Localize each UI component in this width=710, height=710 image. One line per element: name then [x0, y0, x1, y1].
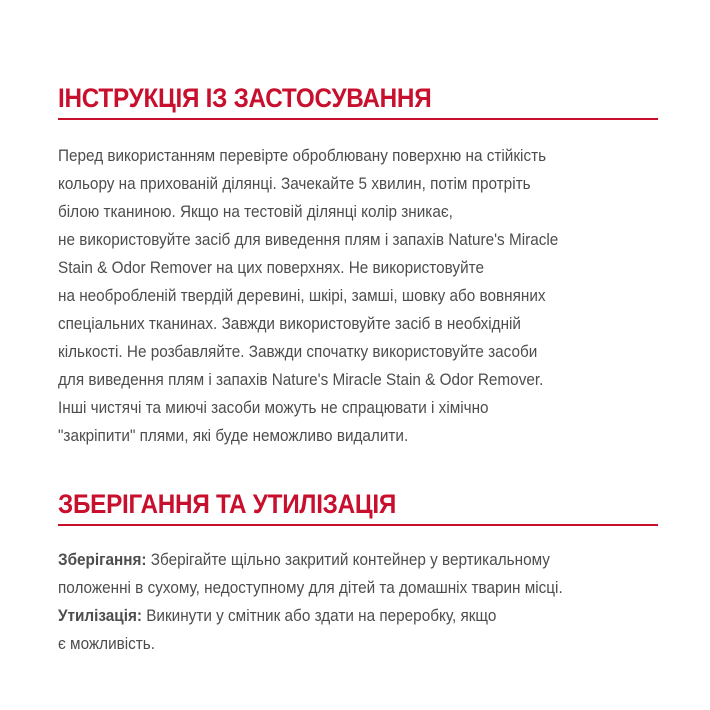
- disposal-line: є можливість.: [58, 634, 156, 653]
- storage-divider: [58, 524, 658, 526]
- instructions-line: Інші чистячі та миючі засоби можуть не спрацювати і хімічно: [58, 398, 489, 417]
- instructions-line: Перед використанням перевірте оброблювану поверхню на стійкість: [58, 146, 547, 165]
- storage-label: Зберігання:: [58, 550, 147, 569]
- instructions-line: для виведення плям і запахів Nature's Miracle Stain & Odor Remover.: [58, 370, 544, 389]
- storage-line: положенні в сухому, недоступному для дітей та домашніх тварин місці.: [58, 578, 563, 597]
- storage-heading: ЗБЕРІГАННЯ ТА УТИЛІЗАЦІЯ: [58, 489, 397, 519]
- storage-section: [58, 488, 658, 658]
- instructions-line: кольору на прихованій ділянці. Зачекайте 5 хвилин, потім протріть: [58, 174, 531, 193]
- instructions-line: Stain & Odor Remover на цих поверхнях. Не використовуйте: [58, 258, 484, 277]
- storage-description: Зберігайте щільно закритий контейнер у вертикальному: [146, 550, 550, 569]
- instructions-text: [58, 142, 658, 450]
- instructions-section: [58, 82, 658, 450]
- instructions-line: не використовуйте засіб для виведення плям і запахів Nature's Miracle: [58, 230, 559, 249]
- instructions-line: кількості. Не розбавляйте. Завжди спочатку використовуйте засоби: [58, 342, 538, 361]
- disposal-label: Утилізація:: [58, 606, 142, 625]
- instructions-line: на необробленій твердій деревині, шкірі, замші, шовку або вовняних: [58, 286, 546, 305]
- disposal-description: Викинути у смітник або здати на переробку, якщо: [141, 606, 497, 625]
- instructions-divider: [58, 118, 658, 120]
- storage-line: [58, 546, 598, 574]
- storage-text: [58, 546, 658, 658]
- instructions-line: "закріпити" плями, які буде неможливо видалити.: [58, 426, 409, 445]
- instructions-line: білою тканиною. Якщо на тестовій ділянці колір зникає,: [58, 202, 453, 221]
- instructions-heading: ІНСТРУКЦІЯ ІЗ ЗАСТОСУВАННЯ: [58, 83, 432, 113]
- disposal-line: [58, 602, 598, 630]
- instructions-line: спеціальних тканинах. Завжди використовуйте засіб в необхідній: [58, 314, 521, 333]
